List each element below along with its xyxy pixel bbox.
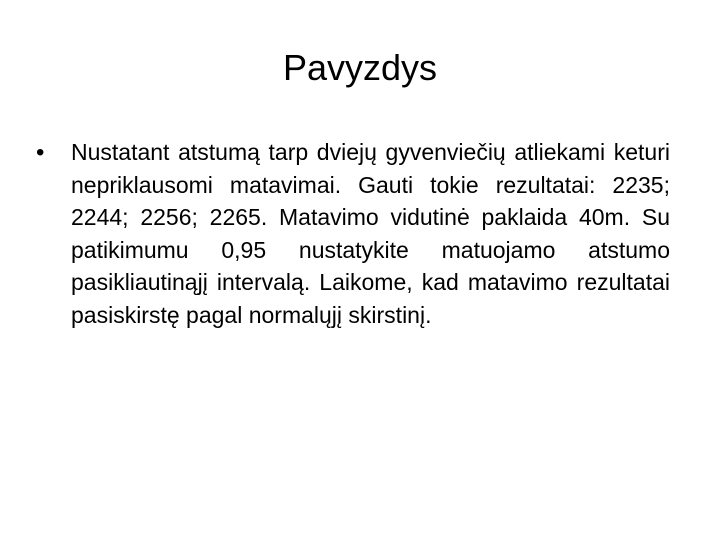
slide-content [36,136,670,332]
bullet-text: Nustatant atstumą tarp dviejų gyvenviečių atliekami keturi nepriklausomi matavimai. Gauti tokie rezultatai: 2235; 2244; 2256; 2265. Matavimo vidutinė paklaida 40m. Su patikimumu 0,95 nustatykite matuojamo atstumo pasikliautinąjį intervalą. Laikome, kad matavimo rezultatai pasiskirstę pagal normalųjį skirstinį. [71,139,670,328]
bullet-item [36,136,670,332]
slide-title: Pavyzdys [282,47,438,88]
bullet-icon: • [36,139,45,166]
